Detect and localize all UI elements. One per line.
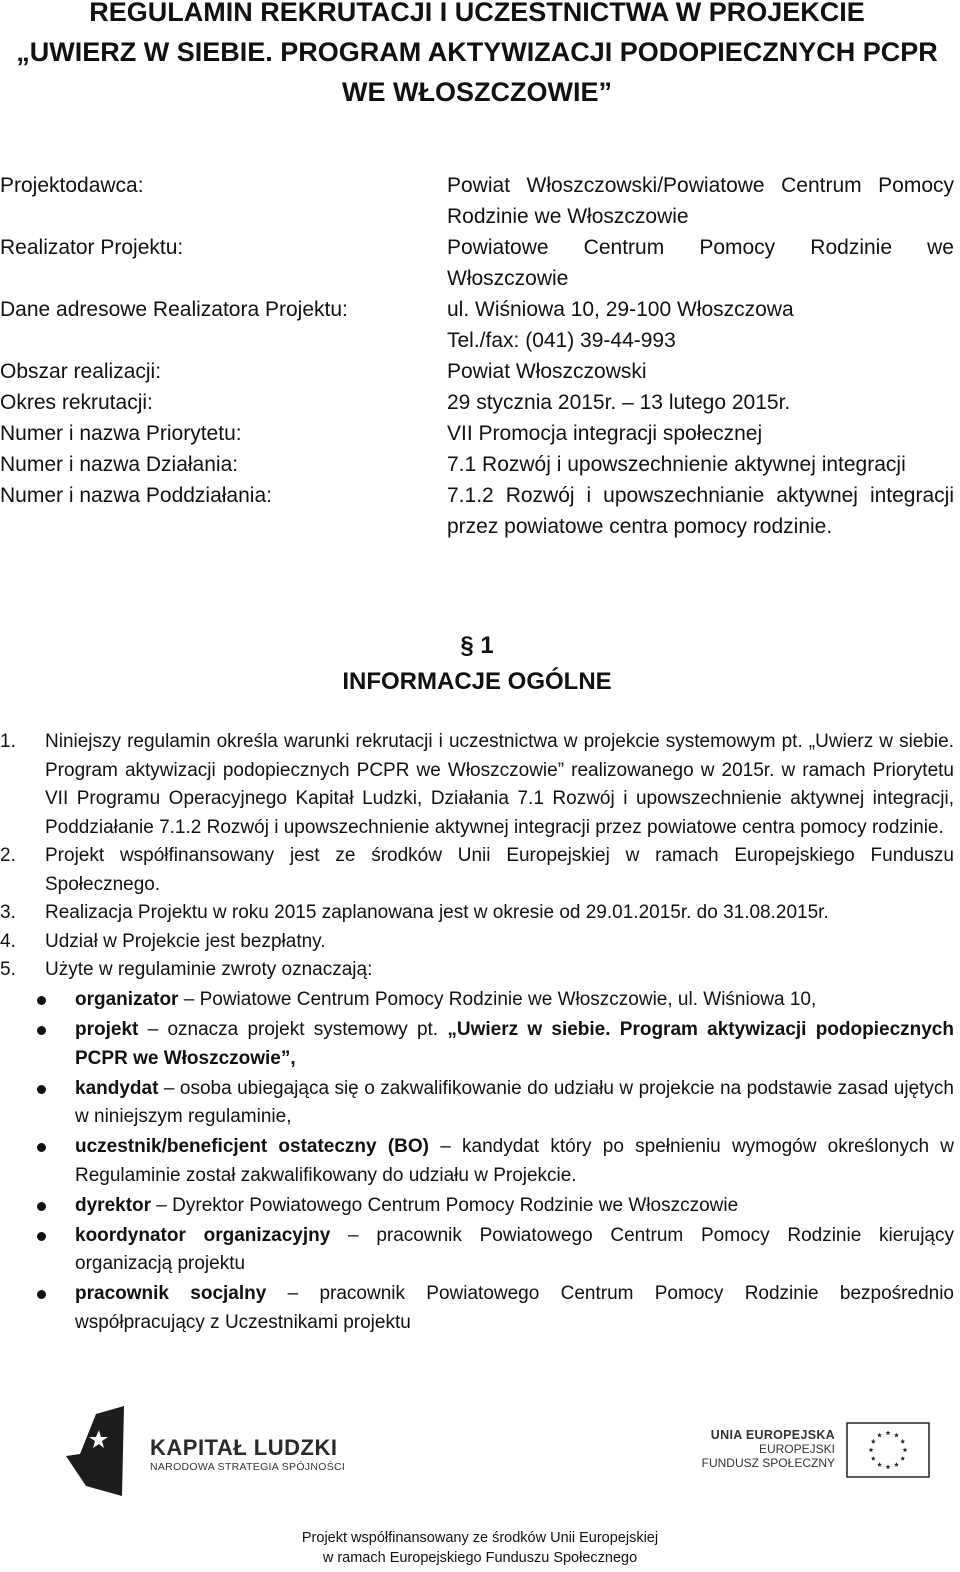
definition-text: [75, 1133, 954, 1190]
section-number: § 1: [460, 632, 494, 659]
logo-bar: [0, 1400, 960, 1510]
definitions-list: [0, 986, 954, 1337]
phone-line: Tel./fax: (041) 39-44-993: [447, 329, 676, 352]
meta-label: Numer i nazwa Działania:: [0, 453, 239, 476]
project-metadata: [0, 170, 954, 542]
meta-value: 7.1 Rozwój i upowszechnienie aktywnej integracji: [447, 453, 906, 476]
item-number: 2.: [0, 845, 16, 866]
definition-term: koordynator organizacyjny: [75, 1224, 331, 1246]
definition-description: – kandydat który po spełnieniu wymogów określonych w Regulaminie został zakwalifikowany do udziału w Projekcie.: [75, 1136, 955, 1186]
meta-value: 7.1.2 Rozwój i upowszechnianie aktywnej integracji przez powiatowe centra pomocy rodzinie.: [447, 484, 954, 538]
definition-term: projekt: [75, 1019, 139, 1040]
definition-text: [75, 986, 954, 1015]
item-text: Realizacja Projektu w roku 2015 zaplanowana jest w okresie od 29.01.2015r. do 31.08.2015r.: [45, 902, 829, 923]
definition-description: – pracownik Powiatowego Centrum Pomocy Rodzinie bezpośrednio współpracujący z Uczestnikami projektu: [75, 1283, 954, 1333]
section-title: INFORMACJE OGÓLNE: [342, 668, 612, 695]
meta-label: Okres rekrutacji:: [0, 391, 153, 414]
definition-description: – oznacza projekt systemowy pt.: [138, 1019, 448, 1040]
item-text: Niniejszy regulamin określa warunki rekrutacji i uczestnictwa w projekcie systemowym pt. „Uwierz w siebie. Program aktywizacji podopiecznych PCPR we Włoszczowie” realizowanego w 2015r. w ramach Priorytetu VII Programu Operacyjnego Kapitał Ludzki, Działania 7.1 Rozwój i upowszechnienie aktywnej integracji, Poddziałanie 7.1.2 Rozwój i upowszechnienie aktywnej integracji przez powiatowe centra pomocy rodzinie.: [45, 731, 954, 838]
definition-term: uczestnik/beneficjent ostateczny (BO): [75, 1136, 429, 1157]
item-number: 1.: [0, 731, 16, 752]
meta-label: Realizator Projektu:: [0, 236, 184, 259]
page-footer: [0, 1528, 960, 1568]
numbered-item: [0, 842, 954, 899]
definition-term: pracownik socjalny: [75, 1283, 267, 1304]
bullet-dot-icon: [0, 1133, 75, 1190]
title-line-3: WE WŁOSZCZOWIE”: [342, 77, 612, 107]
item-number: 5.: [0, 959, 16, 980]
meta-value: 29 stycznia 2015r. – 13 lutego 2015r.: [447, 391, 791, 414]
kl-subtitle: NARODOWA STRATEGIA SPÓJNOŚCI: [150, 1461, 346, 1473]
definition-description: – Dyrektor Powiatowego Centrum Pomocy Rodzinie we Włoszczowie: [151, 1194, 739, 1216]
ue-line3: FUNDUSZ SPOŁECZNY: [701, 1456, 835, 1470]
kapital-ludzki-text: [150, 1435, 345, 1473]
definition-text: [75, 1075, 954, 1132]
document-title: [0, 0, 954, 112]
address-line: ul. Wiśniowa 10, 29-100 Włoszczowa: [447, 298, 794, 321]
meta-value: Powiat Włoszczowski/Powiatowe Centrum Pomocy Rodzinie we Włoszczowie: [447, 174, 954, 228]
eu-flag-icon: [846, 1422, 930, 1478]
bullet-dot-icon: [0, 1075, 75, 1132]
numbered-item: [0, 728, 954, 842]
item-text: Udział w Projekcie jest bezpłatny.: [45, 930, 326, 952]
item-number: 4.: [0, 930, 16, 952]
section-content: [0, 728, 954, 1337]
definition-description: – Powiatowe Centrum Pomocy Rodzinie we Włoszczowie, ul. Wiśniowa 10,: [178, 989, 817, 1010]
definition-item-organizator: [0, 986, 954, 1015]
meta-row-area: [0, 356, 954, 387]
definition-item-dyrektor: [0, 1192, 954, 1221]
meta-label: Dane adresowe Realizatora Projektu:: [0, 298, 348, 321]
bullet-dot-icon: [0, 1222, 75, 1279]
meta-row-projektodawca: [0, 170, 954, 232]
bullet-dot-icon: [0, 1016, 75, 1073]
definition-term: dyrektor: [75, 1194, 152, 1216]
numbered-item: [0, 956, 954, 985]
definition-text: [75, 1280, 954, 1337]
bullet-dot-icon: [0, 986, 75, 1015]
meta-row-priority: [0, 418, 954, 449]
meta-row-action: [0, 449, 954, 480]
kapital-ludzki-logo-icon: [66, 1406, 146, 1498]
item-text: Użyte w regulaminie zwroty oznaczają:: [45, 959, 373, 980]
eu-text: [690, 1428, 835, 1470]
definition-text: [75, 1192, 954, 1221]
footer-line-2: w ramach Europejskiego Funduszu Społecznego: [322, 1550, 638, 1566]
definition-item-kandydat: [0, 1075, 954, 1132]
item-number: 3.: [0, 902, 16, 923]
item-text: Projekt współfinansowany jest ze środków Unii Europejskiej w ramach Europejskiego Funduszu Społecznego.: [45, 845, 954, 895]
meta-value: VII Promocja integracji społecznej: [447, 422, 763, 445]
definition-item-koordynator: [0, 1222, 954, 1279]
title-line-2: „UWIERZ W SIEBIE. PROGRAM AKTYWIZACJI PODOPIECZNYCH PCPR: [16, 37, 938, 67]
definition-item-projekt: [0, 1016, 954, 1073]
meta-row-address: [0, 294, 954, 356]
definition-item-pracownik: [0, 1280, 954, 1337]
title-line-1: REGULAMIN REKRUTACJI I UCZESTNICTWA W PROJEKCIE: [89, 0, 865, 27]
meta-value: Powiatowe Centrum Pomocy Rodzinie we Włoszczowie: [447, 236, 954, 290]
ue-line1: UNIA EUROPEJSKA: [710, 1428, 835, 1442]
footer-line-1: Projekt współfinansowany ze środków Unii Europejskiej: [301, 1530, 659, 1546]
meta-row-subaction: [0, 480, 954, 542]
bullet-dot-icon: [0, 1192, 75, 1221]
ue-line2: EUROPEJSKI: [758, 1442, 835, 1456]
definition-text: [75, 1016, 954, 1073]
definition-description: – osoba ubiegająca się o zakwalifikowanie do udziału w projekcie na podstawie zasad ujętych w niniejszym regulaminie,: [75, 1077, 954, 1127]
definition-item-uczestnik: [0, 1133, 954, 1190]
section-heading: [0, 628, 954, 700]
meta-label: Projektodawca:: [0, 174, 144, 197]
meta-row-realizator: [0, 232, 954, 294]
definition-text: [75, 1222, 954, 1279]
definition-term: organizator: [75, 989, 179, 1010]
definition-term: kandydat: [75, 1077, 159, 1099]
kl-title: KAPITAŁ LUDZKI: [150, 1435, 338, 1460]
definition-description: – pracownik Powiatowego Centrum Pomocy Rodzinie kierujący organizacją projektu: [75, 1224, 954, 1274]
meta-row-recruitment-period: [0, 387, 954, 418]
meta-label: Obszar realizacji:: [0, 360, 162, 383]
numbered-item: [0, 928, 954, 957]
meta-label: Numer i nazwa Priorytetu:: [0, 422, 242, 445]
bullet-dot-icon: [0, 1280, 75, 1337]
meta-value: [447, 294, 954, 356]
meta-label: Numer i nazwa Poddziałania:: [0, 484, 272, 507]
numbered-item: [0, 899, 954, 928]
definition-project-name: „Uwierz w siebie. Program aktywizacji podopiecznych PCPR we Włoszczowie”,: [75, 1019, 954, 1069]
meta-value: Powiat Włoszczowski: [447, 360, 647, 383]
